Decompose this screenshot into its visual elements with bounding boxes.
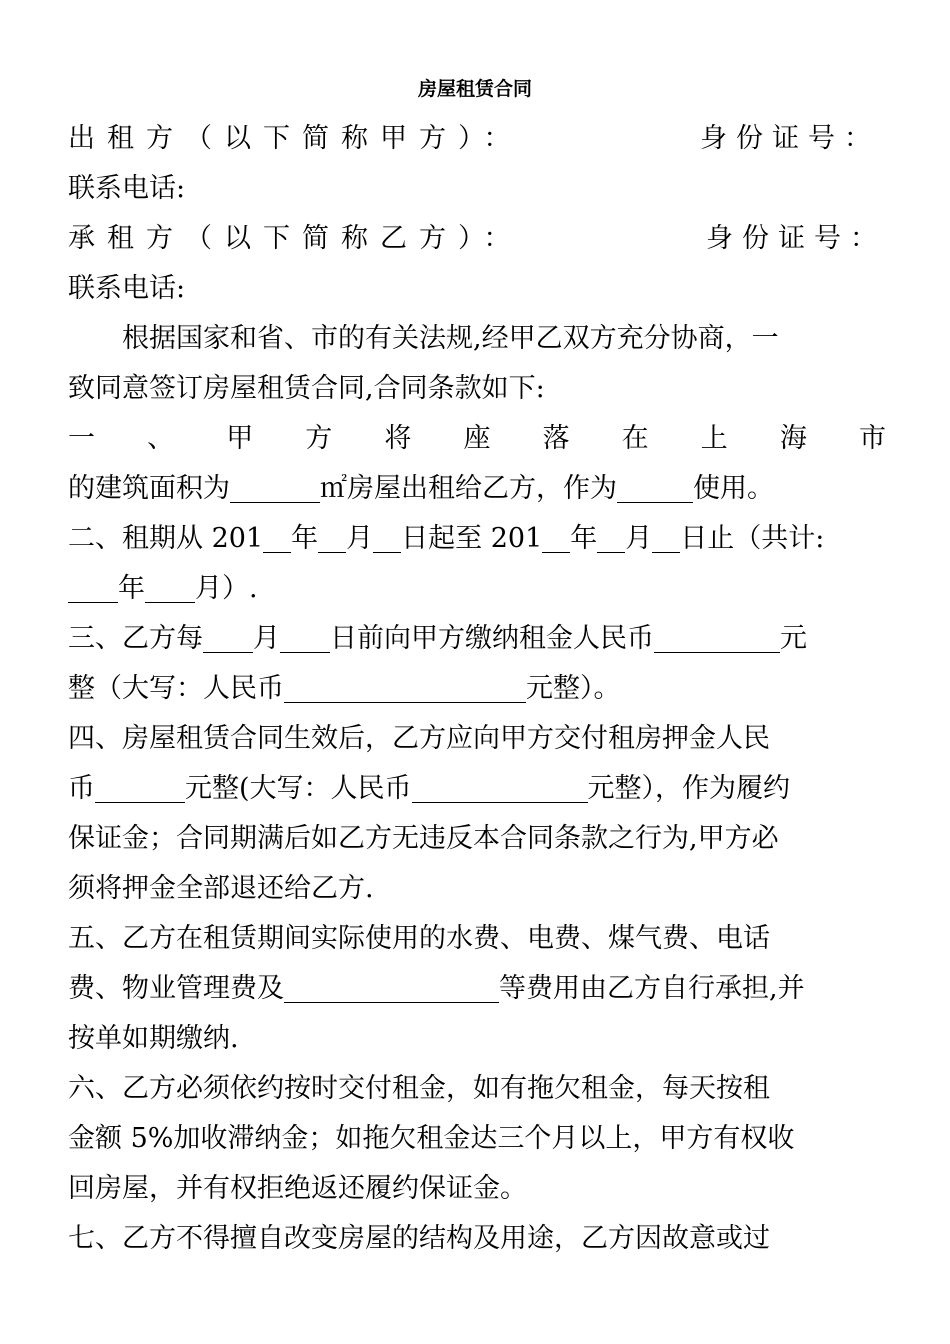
term-months-blank — [145, 575, 195, 603]
clause-2-text: 月）. — [195, 573, 258, 604]
end-month-blank — [597, 525, 625, 553]
clause-4-text: 币 — [68, 773, 95, 804]
clause-1-char: 将 — [384, 423, 412, 454]
clause-2-text: 日起至 201 — [401, 523, 543, 554]
clause-2-text: 年 — [570, 523, 598, 554]
rent-amount-blank — [654, 625, 780, 653]
clause-1-text: ㎡房屋出租给乙方，作为 — [320, 473, 617, 504]
clause-4-line-1: 四、房屋租赁合同生效后，乙方应向甲方交付租房押金人民 — [68, 723, 770, 754]
preamble-line-2: 致同意签订房屋租赁合同,合同条款如下: — [68, 373, 545, 404]
start-year-blank — [263, 525, 291, 553]
party-b-id-label: 身份证号： — [706, 223, 886, 254]
term-years-blank — [68, 575, 118, 603]
preamble-line-1: 根据国家和省、市的有关法规,经甲乙双方充分协商，一 — [122, 323, 779, 354]
clause-2-text: 月 — [625, 523, 653, 554]
end-year-blank — [542, 525, 570, 553]
clause-6-line-3: 回房屋，并有权拒绝返还履约保证金。 — [68, 1173, 527, 1204]
clause-2-line-1 — [68, 514, 898, 564]
party-a-id-label: 身份证号： — [700, 123, 880, 154]
clause-5-text: 等费用由乙方自行承担,并 — [499, 973, 805, 1004]
clause-6-line-1: 六、乙方必须依约按时交付租金，如有拖欠租金，每天按租 — [68, 1073, 770, 1104]
party-a-phone-label: 联系电话: — [68, 173, 186, 204]
clause-2-text: 日止（共计: — [680, 523, 825, 554]
party-b-label: 承租方（以下简称乙方）： — [68, 223, 523, 254]
party-a-line — [68, 114, 886, 164]
clause-3-line-1 — [68, 614, 886, 664]
clause-2-line-2 — [68, 564, 886, 614]
party-a-label: 出租方（以下简称甲方）： — [68, 123, 523, 154]
rent-day-blank — [280, 625, 330, 653]
clause-2-text: 二、租期从 201 — [68, 523, 264, 554]
clause-1-char: 在 — [621, 423, 649, 454]
clause-2-text: 月 — [346, 523, 374, 554]
area-blank — [230, 475, 320, 503]
clause-2-text: 年 — [291, 523, 319, 554]
clause-4-text: 元整(大写：人民币 — [185, 773, 412, 804]
clause-1-line-2 — [68, 464, 886, 514]
clause-1-char: 上 — [700, 423, 728, 454]
clause-1-char: 市 — [858, 423, 886, 454]
rent-month-blank — [203, 625, 253, 653]
clause-1-char: 方 — [305, 423, 333, 454]
clause-5-line-1: 五、乙方在租赁期间实际使用的水费、电费、煤气费、电话 — [68, 923, 770, 954]
clause-1-char: 座 — [463, 423, 491, 454]
end-day-blank — [652, 525, 680, 553]
clause-4-text: 元整），作为履约 — [587, 773, 791, 804]
rent-amount-words-blank — [284, 675, 526, 703]
clause-4-line-3: 保证金；合同期满后如乙方无违反本合同条款之行为,甲方必 — [68, 823, 779, 854]
clause-3-text: 月 — [253, 623, 280, 654]
clause-1-char: 甲 — [226, 423, 254, 454]
party-b-line — [68, 214, 886, 264]
clause-3-text: 日前向甲方缴纳租金人民币 — [330, 623, 654, 654]
clause-5-line-3: 按单如期缴纳. — [68, 1023, 239, 1054]
clause-4-line-4: 须将押金全部退还给乙方. — [68, 873, 374, 904]
document-title: 房屋租赁合同 — [417, 78, 532, 100]
clause-1-text: 的建筑面积为 — [68, 473, 230, 504]
start-day-blank — [373, 525, 401, 553]
clause-1-line-1 — [68, 414, 886, 464]
clause-3-text: 整（大写：人民币 — [68, 673, 284, 704]
other-fees-blank — [284, 975, 499, 1003]
clause-3-line-2 — [68, 664, 886, 714]
clause-1-char: 一 — [68, 423, 95, 454]
clause-5-line-2 — [68, 964, 886, 1014]
clause-1-text: 使用。 — [693, 473, 774, 504]
usage-blank — [617, 475, 693, 503]
clause-1-char: 落 — [542, 423, 570, 454]
clause-7-line-1: 七、乙方不得擅自改变房屋的结构及用途，乙方因故意或过 — [68, 1223, 770, 1254]
deposit-amount-blank — [95, 775, 185, 803]
clause-2-text: 年 — [118, 573, 145, 604]
party-b-phone-label: 联系电话: — [68, 273, 186, 304]
clause-5-text: 费、物业管理费及 — [68, 973, 284, 1004]
clause-4-line-2 — [68, 764, 886, 814]
deposit-words-blank — [412, 775, 588, 803]
clause-3-text: 三、乙方每 — [68, 623, 203, 654]
clause-3-text: 元整）。 — [526, 673, 621, 704]
clause-1-char: 、 — [147, 423, 175, 454]
clause-3-text: 元 — [780, 623, 807, 654]
clause-6-line-2: 金额 5%加收滞纳金；如拖欠租金达三个月以上，甲方有权收 — [68, 1123, 795, 1154]
clause-1-char: 海 — [779, 423, 807, 454]
start-month-blank — [318, 525, 346, 553]
